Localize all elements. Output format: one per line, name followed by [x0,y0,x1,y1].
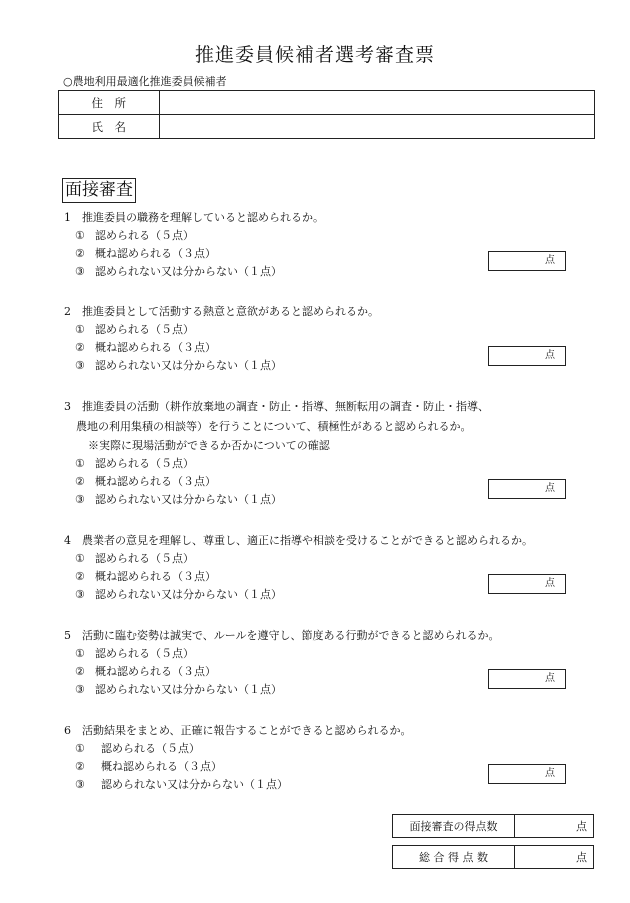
option-label: 認められる（５点） [95,323,194,336]
option-label: 概ね認められる（３点） [95,570,216,583]
option-label: 認められる（５点） [95,457,194,470]
option-label: 認められる（５点） [95,229,194,242]
option-number: ③ [75,493,85,506]
option-1 [75,455,194,473]
option-label: 認められる（５点） [101,742,200,755]
score-box-q5[interactable]: 点 [488,669,566,689]
question-text: 5 活動に臨む姿勢は誠実で、ルールを遵守し、節度ある行動ができると認められるか。 [64,629,500,642]
option-number: ② [75,341,85,354]
option-label: 概ね認められる（３点） [95,341,216,354]
score-box-q6[interactable]: 点 [488,764,566,784]
table-row [393,815,594,838]
table-row [59,91,595,115]
interview-score-table [392,814,594,838]
question-text: 1 推進委員の職務を理解していると認められるか。 [64,211,324,224]
total-score-field[interactable]: 点 [515,846,594,869]
option-2 [75,339,216,357]
name-label: 氏 名 [59,115,160,139]
option-2 [75,568,216,586]
table-row [393,846,594,869]
option-3 [75,491,282,509]
option-label: 認められない又は分からない（１点） [95,683,282,696]
question-text: 4 農業者の意見を理解し、尊重し、適正に指導や相談を受けることができると認められるか。 [64,534,533,547]
score-box-q3[interactable]: 点 [488,479,566,499]
option-number: ① [75,552,85,565]
option-2 [75,473,216,491]
option-1 [75,321,194,339]
question-text: 3 推進委員の活動（耕作放棄地の調査・防止・指導、無断転用の調査・防止・指導、 [64,400,489,413]
option-label: 認められる（５点） [95,647,194,660]
score-box-q4[interactable]: 点 [488,574,566,594]
option-number: ③ [75,683,85,696]
candidate-info-table [58,90,595,139]
question-note: ※実際に現場活動ができるか否かについての確認 [88,439,330,452]
interview-score-label: 面接審査の得点数 [393,815,515,838]
option-number: ③ [75,778,85,791]
option-1 [75,740,200,758]
option-label: 認められない又は分からない（１点） [95,588,282,601]
option-label: 認められない又は分からない（１点） [95,265,282,278]
option-number: ① [75,742,85,755]
option-number: ② [75,760,85,773]
option-number: ② [75,665,85,678]
question-text-continued: 農地の利用集積の相談等）を行うことについて、積極性があると認められるか。 [76,420,472,433]
score-box-q1[interactable]: 点 [488,251,566,271]
option-2 [75,663,216,681]
option-3 [75,586,282,604]
option-label: 概ね認められる（３点） [101,760,222,773]
option-number: ① [75,457,85,470]
option-number: ① [75,229,85,242]
page-title: 推進委員候補者選考審査票 [194,44,435,66]
option-label: 概ね認められる（３点） [95,665,216,678]
name-field[interactable] [159,115,594,139]
total-score-table [392,845,594,869]
question-text: 2 推進委員として活動する熱意と意欲があると認められるか。 [64,305,379,318]
address-label: 住 所 [59,91,160,115]
option-3 [75,357,282,375]
interview-score-field[interactable]: 点 [515,815,594,838]
option-1 [75,227,194,245]
section-title: 面接審査 [62,178,136,203]
option-label: 認められない又は分からない（１点） [95,359,282,372]
total-score-label: 総 合 得 点 数 [393,846,515,869]
option-2 [75,245,216,263]
option-3 [75,263,282,281]
option-number: ③ [75,588,85,601]
option-label: 認められる（５点） [95,552,194,565]
question-text: 6 活動結果をまとめ、正確に報告することができると認められるか。 [64,724,412,737]
option-number: ③ [75,359,85,372]
option-number: ② [75,247,85,260]
candidate-category: ○農地利用最適化推進委員候補者 [63,75,227,88]
address-field[interactable] [159,91,594,115]
option-label: 認められない又は分からない（１点） [95,493,282,506]
option-label: 概ね認められる（３点） [95,475,216,488]
option-1 [75,550,194,568]
option-3 [75,681,282,699]
option-number: ② [75,475,85,488]
option-number: ③ [75,265,85,278]
option-number: ① [75,647,85,660]
option-2 [75,758,222,776]
option-label: 概ね認められる（３点） [95,247,216,260]
table-row [59,115,595,139]
option-3 [75,776,288,794]
option-1 [75,645,194,663]
option-label: 認められない又は分からない（１点） [101,778,288,791]
option-number: ① [75,323,85,336]
option-number: ② [75,570,85,583]
score-box-q2[interactable]: 点 [488,346,566,366]
